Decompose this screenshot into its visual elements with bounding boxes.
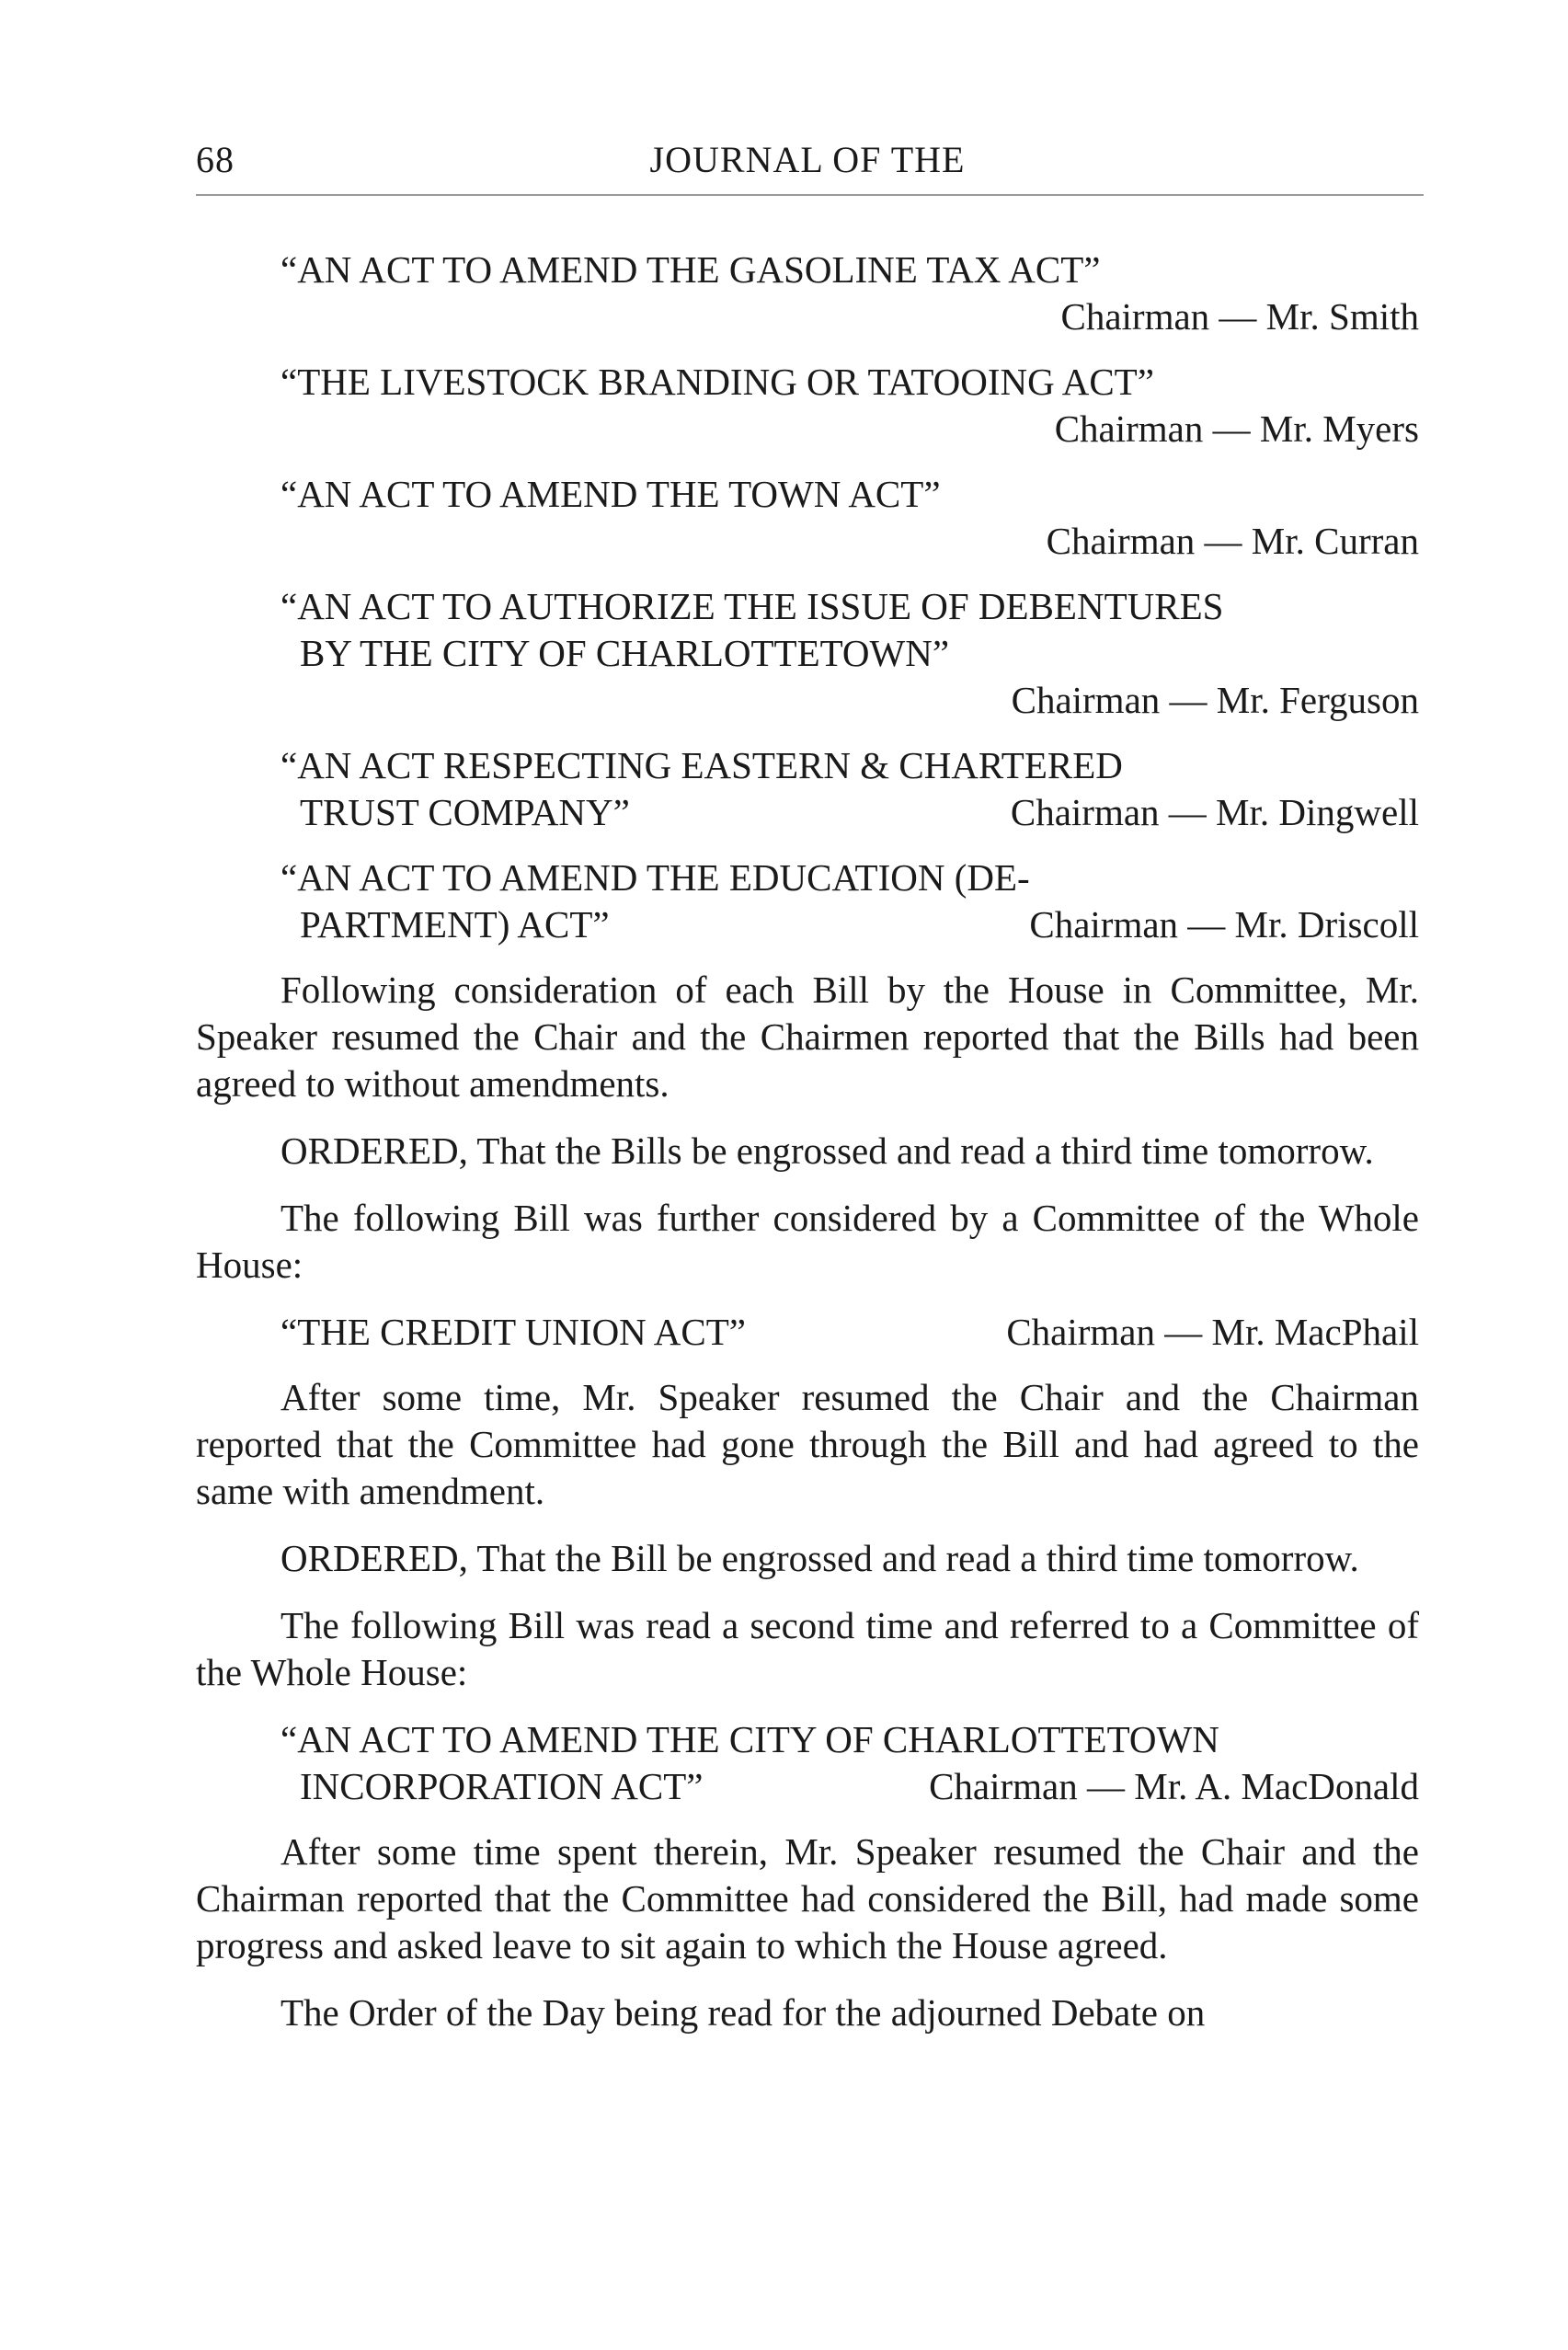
paragraph: ORDERED, That the Bills be engrossed and read a third time tomorrow. xyxy=(280,1129,1374,1172)
page-number: 68 xyxy=(196,139,235,180)
bill-title-continued: INCORPORATION ACT” xyxy=(300,1765,704,1807)
paragraph: The Order of the Day being read for the adjourned Debate on xyxy=(280,1991,1206,2034)
bill-chairman: Chairman — Mr. MacPhail xyxy=(1006,1311,1419,1353)
bill-title-row xyxy=(196,1763,1419,1810)
bill-chairman: Chairman — Mr. Ferguson xyxy=(1011,679,1419,721)
bill-title-row xyxy=(196,901,1419,948)
bill-title-row xyxy=(196,1309,1419,1356)
bill-chairman: Chairman — Mr. A. MacDonald xyxy=(929,1765,1419,1807)
bill-chairman: Chairman — Mr. Curran xyxy=(1046,520,1419,562)
bill-entry xyxy=(196,471,1419,565)
bill-title: “AN ACT TO AMEND THE TOWN ACT” xyxy=(280,473,941,515)
bill-title: “AN ACT RESPECTING EASTERN & CHARTERED xyxy=(280,744,1123,786)
bill-entry xyxy=(196,1309,1419,1356)
bill-chairman: Chairman — Mr. Dingwell xyxy=(1010,791,1419,833)
paragraph: ORDERED, That the Bill be engrossed and read a third time tomorrow. xyxy=(280,1537,1359,1579)
bill-entry xyxy=(196,359,1419,453)
bill-entry xyxy=(196,583,1419,724)
bill-title: “THE CREDIT UNION ACT” xyxy=(280,1311,746,1353)
page-body xyxy=(196,246,1419,2057)
paragraph: After some time, Mr. Speaker resumed the Chair and the Chairman reported that the Committee had gone through the Bill and had agreed to the same with amendment. xyxy=(196,1376,1419,1512)
paragraph: Following consideration of each Bill by the House in Committee, Mr. Speaker resumed the Chair and the Chairmen reported that the Bills had been agreed to without amendments. xyxy=(196,969,1419,1105)
bill-entry xyxy=(196,1716,1419,1810)
bill-chairman: Chairman — Mr. Smith xyxy=(1060,295,1419,338)
bill-title: “THE LIVESTOCK BRANDING OR TATOOING ACT” xyxy=(280,361,1154,403)
running-title: JOURNAL OF THE xyxy=(649,139,966,180)
bill-title-continued: PARTMENT) ACT” xyxy=(300,903,610,946)
bill-entry xyxy=(196,246,1419,340)
bill-entry xyxy=(196,742,1419,836)
paragraph: The following Bill was read a second time and referred to a Committee of the Whole House: xyxy=(196,1604,1419,1693)
bill-chairman: Chairman — Mr. Driscoll xyxy=(1029,903,1419,946)
bill-title: “AN ACT TO AMEND THE GASOLINE TAX ACT” xyxy=(280,248,1101,291)
bill-entry xyxy=(196,854,1419,948)
header-rule xyxy=(196,194,1424,196)
bill-chairman: Chairman — Mr. Myers xyxy=(1054,407,1419,450)
paragraph: After some time spent therein, Mr. Speaker resumed the Chair and the Chairman reported that the Committee had considered the Bill, had made some progress and asked leave to sit again to which the House agreed. xyxy=(196,1830,1419,1966)
bill-title-row xyxy=(196,789,1419,836)
bill-title: “AN ACT TO AMEND THE EDUCATION (DE- xyxy=(280,856,1030,899)
page-header xyxy=(196,138,1419,186)
bill-title: “AN ACT TO AUTHORIZE THE ISSUE OF DEBENTURES xyxy=(280,585,1224,627)
bill-title-continued: BY THE CITY OF CHARLOTTETOWN” xyxy=(300,632,950,674)
bill-title-continued: TRUST COMPANY” xyxy=(300,791,630,833)
paragraph: The following Bill was further considered by a Committee of the Whole House: xyxy=(196,1197,1419,1286)
bill-title: “AN ACT TO AMEND THE CITY OF CHARLOTTETOWN xyxy=(280,1718,1219,1760)
